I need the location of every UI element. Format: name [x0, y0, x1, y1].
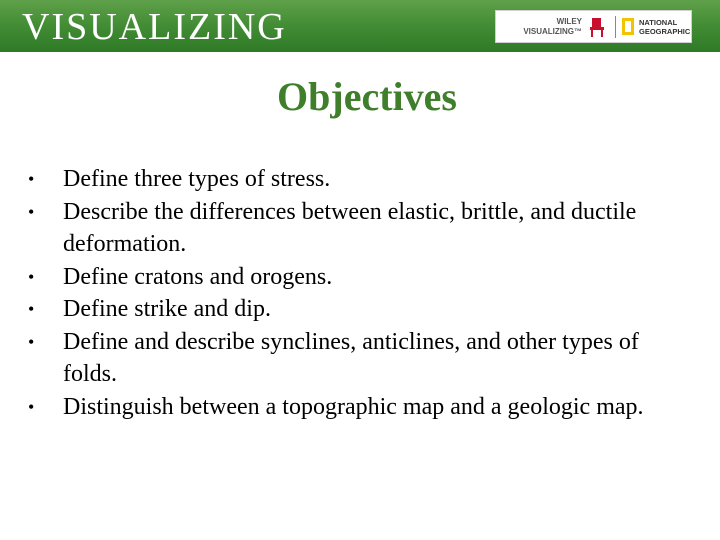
objective-item	[28, 326, 688, 391]
objective-text: Define three types of stress.	[63, 166, 331, 192]
slide-title: Objectives	[277, 74, 457, 119]
objective-item	[28, 163, 688, 196]
ng-line-2: GEOGRAPHIC	[639, 27, 691, 36]
national-geographic-frame-icon	[622, 18, 634, 35]
national-geographic-logo	[639, 18, 690, 36]
bullet-icon: •	[28, 396, 35, 417]
objectives-list	[28, 163, 688, 423]
ng-line-1: NATIONAL	[639, 18, 678, 27]
objective-item	[28, 391, 688, 424]
header-title: VISUALIZING	[22, 6, 287, 48]
logo-divider	[615, 16, 616, 38]
wiley-text: WILEY	[556, 17, 582, 26]
objective-item	[28, 261, 688, 294]
objective-text: Define strike and dip.	[63, 296, 271, 322]
objective-text: Describe the differences between elastic, brittle, and ductile deformation.	[63, 198, 637, 257]
bullet-icon: •	[28, 201, 35, 222]
objective-text: Distinguish between a topographic map and a geologic map.	[63, 393, 644, 420]
bullet-icon: •	[28, 331, 35, 352]
wiley-visualizing-logo	[502, 17, 582, 37]
chair-icon	[586, 16, 608, 38]
publisher-logo	[495, 10, 692, 43]
bullet-icon: •	[28, 266, 35, 287]
objective-item	[28, 196, 688, 261]
objective-text: Define cratons and orogens.	[63, 263, 333, 290]
visualizing-text: VISUALIZING™	[523, 27, 582, 36]
bullet-icon: •	[28, 169, 35, 189]
objective-text: Define and describe synclines, anticlines, and other types of folds.	[63, 328, 639, 387]
bullet-icon: •	[28, 299, 35, 319]
header-banner	[0, 0, 720, 52]
objective-item	[28, 293, 688, 326]
